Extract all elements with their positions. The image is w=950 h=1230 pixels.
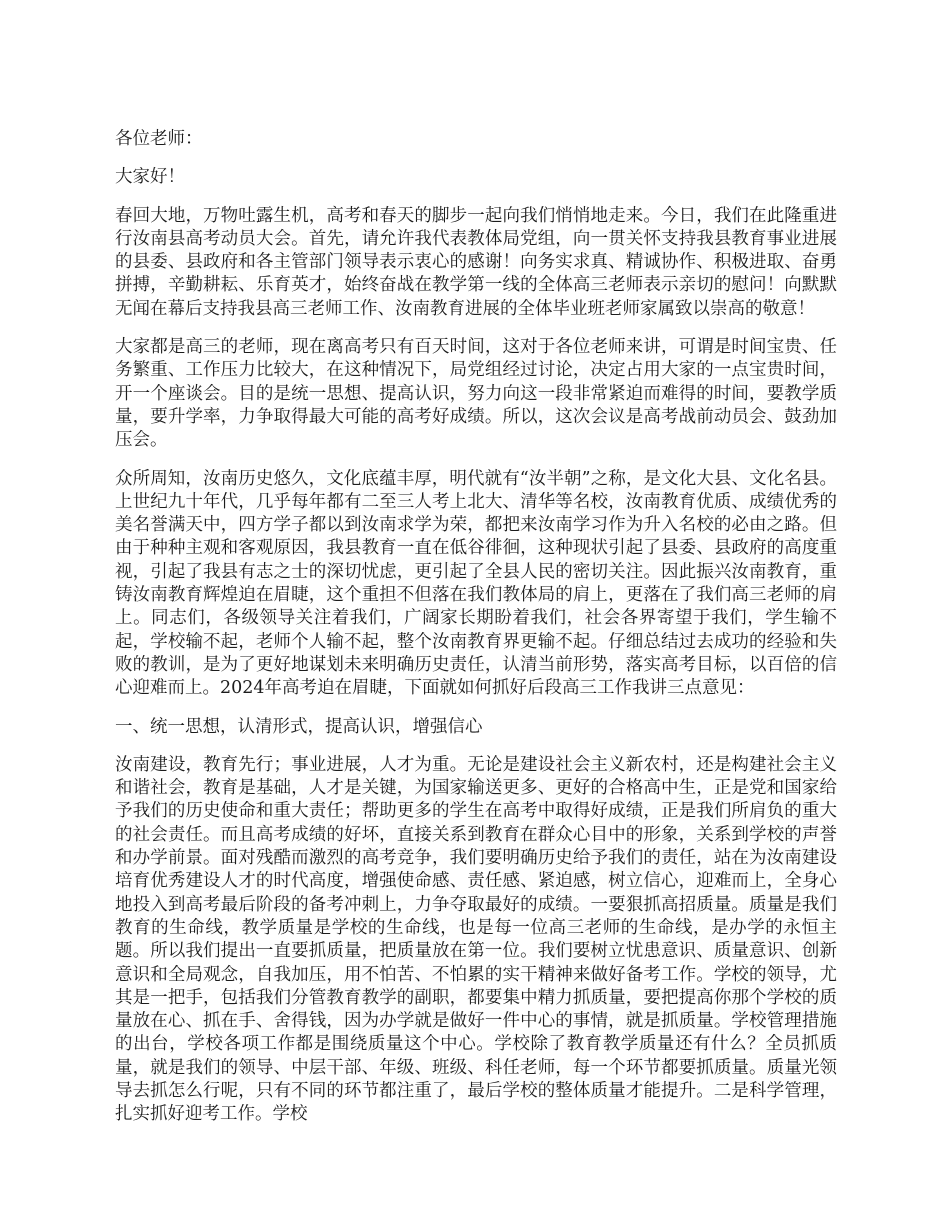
paragraph-history: 众所周知，汝南历史悠久，文化底蕴丰厚，明代就有“汝半朝”之称，是文化大县、文化名县。上世纪九十年代，几乎每年都有二至三人考上北大、清华等名校，汝南教育优质、成绩优秀的美名誉满天中，四方学子都以到汝南求学为荣，都把来汝南学习作为升入名校的必由之路。但由于种种主观和客观原因，我县教育一直在低谷徘徊，这种现状引起了县委、县政府的高度重视，引起了我县有志之士的深切忧虑，更引起了全县人民的密切关注。因此振兴汝南教育，重铸汝南教育辉煌迫在眉睫，这个重担不但落在我们教体局的肩上，更落在了我们高三老师的肩上。同志们，各级领导关注着我们，广阔家长期盼着我们，社会各界寄望于我们，学生输不起，学校输不起，老师个人输不起，整个汝南教育界更输不起。仔细总结过去成功的经验和失败的教训，是为了更好地谋划未来明确历史责任，认清当前形势，落实高考目标，以百倍的信心迎难而上。2024年高考迫在眉睫，下面就如何抓好后段高三工作我讲三点意见： xyxy=(115,468,837,699)
paragraph-opening: 春回大地，万物吐露生机，高考和春天的脚步一起向我们悄悄地走来。今日，我们在此隆重进行汝南县高考动员大会。首先，请允许我代表教体局党组，向一贯关怀支持我县教育事业进展的县委、县政府和各主管部门领导表示衷心的感谢！向务实求真、精诚协作、积极进取、奋勇拼搏，辛勤耕耘、乐育英才，始终奋战在教学第一线的全体高三老师表示亲切的慰问！向默默无闻在幕后支持我县高三老师工作、汝南教育进展的全体毕业班老师家属致以崇高的敬意！ xyxy=(115,205,837,319)
salutation: 各位老师： xyxy=(115,129,203,149)
paragraph-purpose: 大家都是高三的老师，现在离高考只有百天时间，这对于各位老师来讲，可谓是时间宝贵、任务繁重、工作压力比较大，在这种情况下，局党组经过讨论，决定占用大家的一点宝贵时间，开一个座谈会。目的是统一思想、提高认识，努力向这一段非常紧迫而难得的时间，要教学质量，要升学率，力争取得最大可能的高考好成绩。所以，这次会议是高考战前动员会、鼓劲加压会。 xyxy=(115,337,837,451)
greeting: 大家好！ xyxy=(115,167,185,188)
section-heading-1: 一、统一思想，认清形式，提高认识，增强信心 xyxy=(115,716,483,737)
paragraph-section-1-body: 汝南建设，教育先行；事业进展，人才为重。无论是建设社会主义新农村，还是构建社会主义和谐社会，教育是基础，人才是关键，为国家输送更多、更好的合格高中生，正是党和国家给予我们的历史使命和重大责任；帮助更多的学生在高考中取得好成绩，正是我们所肩负的重大的社会责任。而且高考成绩的好坏，直接关系到教育在群众心目中的形象，关系到学校的声誉和办学前景。面对残酷而激烈的高考竞争，我们要明确历史给予我们的责任，站在为汝南建设培育优秀建设人才的时代高度，增强使命感、责任感、紧迫感，树立信心，迎难而上，全身心地投入到高考最后阶段的备考冲刺上，力争夺取最好的成绩。一要狠抓高招质量。质量是我们教育的生命线，教学质量是学校的生命线，也是每一位高三老师的生命线，是办学的永恒主题。所以我们提出一直要抓质量，把质量放在第一位。我们要树立忧患意识、质量意识、创新意识和全局观念，自我加压，用不怕苦、不怕累的实干精神来做好备考工作。学校的领导，尤其是一把手，包括我们分管教育教学的副职，都要集中精力抓质量，要把提高你那个学校的质量放在心、抓在手、舍得钱，因为办学就是做好一件中心的事情，就是抓质量。学校管理措施的出台，学校各项工作都是围绕质量这个中心。学校除了教育教学质量还有什么？全员抓质量，就是我们的领导、中层干部、年级、班级、科任老师，每一个环节都要抓质量。质量光领导去抓怎么行呢，只有不同的环节都注重了，最后学校的整体质量才能提升。二是科学管理，扎实抓好迎考工作。学校 xyxy=(115,754,837,1125)
